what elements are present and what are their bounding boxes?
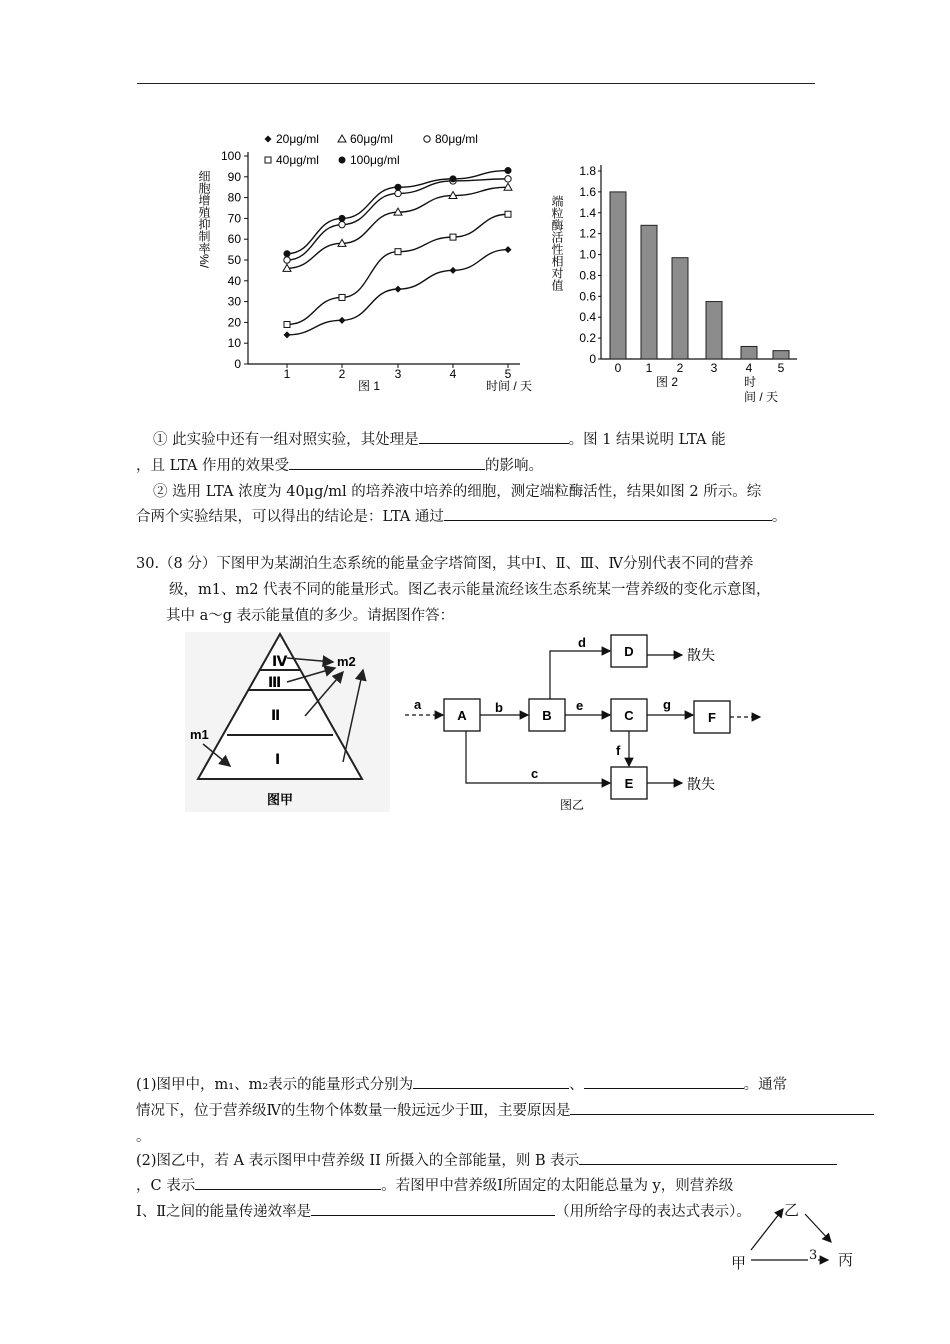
answer-blank[interactable]: [579, 1150, 837, 1165]
flow-edge-c: c: [531, 766, 539, 781]
fig1-y-tick-label: 20: [227, 315, 241, 330]
answer-blank[interactable]: [419, 429, 569, 444]
q1-text-a: ① 此实验中还有一组对照实验，其处理是: [153, 432, 419, 448]
fig2-caption: 图 2: [656, 375, 679, 389]
fig1-y-tick-label: 60: [227, 232, 241, 247]
fig1-legend-label: 20μg/ml: [276, 132, 319, 146]
subq-2-line-3: [136, 1200, 751, 1221]
pyramid-level-I: Ⅰ: [275, 751, 281, 767]
fig1-data-point: [339, 221, 345, 227]
s1-text-a: (1)图甲中，m₁、m₂表示的能量形式分别为: [136, 1077, 414, 1093]
corner-label-yi: 乙: [784, 1201, 800, 1219]
fig1-data-point: [284, 250, 291, 257]
energy-flow-diagram: [400, 625, 780, 820]
s2-text-b: ，C 表示: [136, 1178, 196, 1194]
fig1-y-tick-label: 30: [227, 294, 241, 309]
fig1-x-tick-label: 5: [504, 367, 512, 381]
fig1-x-tick-label: 1: [283, 367, 291, 381]
fig2-bars: [610, 192, 789, 359]
fig1-legend-label: 100μg/ml: [350, 153, 400, 167]
fig1-y-tick-label: 0: [234, 357, 241, 371]
answer-blank[interactable]: [289, 455, 485, 470]
question-1-line-1: [153, 428, 726, 449]
fig2-bar: [610, 192, 626, 359]
pyramid-m1-label: m1: [190, 727, 209, 742]
fig2-y-tick-label: 1.2: [579, 226, 596, 241]
fig1-legend-marker: [265, 157, 271, 163]
s2-text-f: ）。: [729, 1204, 751, 1220]
fig2-bar: [706, 302, 722, 359]
subq-1-line-1: [136, 1073, 787, 1094]
flow-box-A-label: A: [457, 708, 467, 723]
fig1-data-point: [450, 175, 457, 182]
answer-blank[interactable]: [570, 1100, 874, 1115]
q1-text-d: 的影响。: [485, 458, 544, 474]
s2-text-d: Ⅰ、Ⅱ之间的能量传递效率是: [136, 1204, 312, 1220]
fig1-data-point: [505, 211, 511, 217]
fig1-data-point: [450, 234, 456, 240]
fig1-series-line: [287, 187, 508, 268]
flow-box-B-label: B: [542, 708, 552, 723]
answer-blank[interactable]: [311, 1201, 555, 1216]
fig2-bar: [641, 225, 657, 359]
flow-loss-label-D: 散失: [687, 647, 715, 663]
question-2-line-1: [153, 480, 761, 501]
flow-edge-b: b: [495, 700, 503, 715]
fig2-ylabel: 端粒酶活性相对值: [550, 195, 564, 291]
fig1-data-point: [284, 331, 291, 338]
fig2-x-tick-label: 1: [645, 361, 653, 375]
q1-text-c: ，且 LTA 作用的效果受: [136, 458, 290, 474]
fig1-data-point: [339, 317, 346, 324]
fig1-data-point: [339, 215, 346, 222]
s2-text-a: (2)图乙中，若 A 表示图甲中营养级 II 所摄入的全部能量，则 B 表示: [136, 1153, 580, 1169]
q2-text-c: 。: [771, 509, 787, 525]
header-rule: [137, 83, 815, 84]
fig1-legend-marker: [424, 136, 430, 142]
fig2-x-tick-label: 0: [614, 361, 622, 375]
fig2-y-tick-label: 1.4: [579, 205, 596, 220]
fig1-series-line: [287, 214, 508, 324]
fig2-bar: [773, 351, 789, 359]
fig1-series-line: [287, 250, 508, 335]
pyramid-m2-label: m2: [337, 654, 356, 669]
fig2-xlabel-line2: 间 / 天: [744, 390, 779, 404]
fig1-data-point: [450, 267, 457, 274]
page-number: 3: [809, 1248, 818, 1263]
s2-text-e: （用所给字母的表达式表示: [555, 1204, 730, 1220]
fig2-y-tick-label: 0.2: [579, 331, 596, 346]
fig1-legend: [265, 132, 478, 167]
fig1-legend-marker: [339, 157, 346, 164]
flow-box-D-label: D: [624, 644, 634, 659]
pyramid-level-IV: Ⅳ: [272, 653, 288, 669]
subq-1-line-2: [136, 1099, 874, 1120]
fig2-y-tick-label: 0.8: [579, 268, 596, 283]
flow-box-F-label: F: [708, 710, 716, 725]
flow-edge-e: e: [576, 698, 584, 713]
answer-blank[interactable]: [584, 1074, 744, 1089]
fig1-x-tick-label: 4: [449, 367, 457, 381]
fig1-y-tick-label: 90: [227, 169, 241, 184]
corner-arrow-yi-bing: [805, 1214, 831, 1242]
fig1-y-tick-label: 100: [220, 149, 241, 163]
fig1-legend-label: 40μg/ml: [276, 153, 319, 167]
fig1-x-tick-label: 3: [394, 367, 402, 381]
flow-box-E-label: E: [624, 776, 634, 791]
fig1-y-tick-label: 10: [227, 336, 241, 351]
fig2-x-tick-label: 4: [745, 361, 753, 375]
question-2-line-2: [136, 505, 786, 526]
answer-blank[interactable]: [195, 1175, 381, 1190]
fig2-y-tick-label: 1.0: [579, 247, 596, 262]
q1-text-b: 。图 1 结果说明 LTA 能: [568, 432, 726, 448]
s2-text-c: 。若图甲中营养级Ⅰ所固定的太阳能总量为 y，则营养级: [381, 1178, 734, 1194]
fig1-data-point: [284, 321, 290, 327]
corner-label-bing: 丙: [838, 1251, 854, 1269]
fig1-caption: 图 1: [358, 379, 381, 393]
fig1-data-point: [339, 294, 345, 300]
fig1-legend-label: 60μg/ml: [350, 132, 393, 146]
fig1-data-point: [395, 249, 401, 255]
subq-2-line-1: [136, 1149, 837, 1170]
fig2-y-tick-label: 1.8: [579, 164, 596, 178]
fig1-y-tick-label: 40: [227, 273, 241, 288]
corner-arrow-jia-yi: [751, 1209, 783, 1250]
s1-text-c: 。通常: [743, 1077, 788, 1093]
q30-stem-line-1: 30.（8 分）下图甲为某湖泊生态系统的能量金字塔简图，其中Ⅰ、Ⅱ、Ⅲ、Ⅳ分别代表不同的营养: [136, 556, 754, 572]
fig2-xlabel: [744, 374, 778, 404]
fig1-legend-label: 80μg/ml: [435, 132, 478, 146]
fig1-data-point: [284, 257, 290, 263]
fig1-axes: [221, 149, 520, 381]
fig2-bar: [741, 346, 757, 359]
subq-2-line-2: [136, 1174, 733, 1195]
fig1-x-tick-label: 2: [338, 367, 346, 381]
flow-edge-a: a: [414, 697, 422, 712]
flow-edge-g: g: [663, 697, 671, 712]
fig1-data-point: [505, 176, 511, 182]
fig2-x-tick-label: 5: [777, 361, 785, 375]
fig2-y-tick-label: 0: [589, 352, 596, 366]
flow-arrow-d: [550, 651, 610, 699]
answer-blank[interactable]: [444, 506, 772, 521]
fig1-y-tick-label: 80: [227, 190, 241, 205]
flow-box-C-label: C: [624, 708, 634, 723]
flow-edge-d: d: [578, 635, 586, 650]
fig2-x-tick-label: 2: [676, 361, 684, 375]
figure-1-line-chart: [190, 128, 550, 398]
figure-2-bar-chart: [545, 150, 800, 410]
pyramid-level-III: Ⅲ: [268, 674, 282, 690]
q30-stem-line-3: 其中 a～g 表示能量值的多少。请据图作答：: [166, 608, 455, 624]
pyramid-level-II: Ⅱ: [271, 707, 281, 723]
fig1-data-point: [505, 246, 512, 253]
fig1-data-point: [395, 184, 402, 191]
fig2-xlabel-line1: 时: [744, 375, 757, 389]
energy-pyramid-figure: [185, 632, 390, 812]
fig1-series: [283, 167, 512, 338]
fig1-y-tick-label: 50: [227, 253, 241, 267]
fig1-y-tick-label: 70: [227, 211, 241, 226]
answer-blank[interactable]: [413, 1074, 569, 1089]
flow-loss-label-E: 散失: [687, 776, 715, 792]
flow-edge-f: f: [616, 743, 621, 758]
s1-text-d: 情况下，位于营养级Ⅳ的生物个体数量一般远远少于Ⅲ，主要原因是: [136, 1103, 571, 1119]
q2-text-a: ② 选用 LTA 浓度为 40μg/ml 的培养液中培养的细胞，测定端粒酶活性，结果如图 2 所示。综: [153, 484, 762, 500]
fig1-ylabel: 细胞增殖抑制率%/: [197, 170, 211, 269]
fig2-bar: [672, 258, 688, 359]
fig1-legend-marker: [338, 135, 346, 142]
flow-caption: 图乙: [560, 798, 585, 812]
s1-text-b: 、: [569, 1077, 584, 1093]
fig2-x-tick-label: 3: [710, 361, 718, 375]
fig2-y-tick-label: 1.6: [579, 184, 596, 199]
fig1-legend-marker: [265, 136, 272, 143]
fig2-y-tick-label: 0.6: [579, 289, 596, 304]
subq-1-line-3: 。: [136, 1129, 151, 1145]
corner-label-jia: 甲: [731, 1254, 747, 1272]
fig1-xlabel: 时间 / 天: [486, 379, 533, 393]
q2-text-b: 合两个实验结果，可以得出的结论是：LTA 通过: [136, 509, 444, 525]
fig1-data-point: [505, 167, 512, 174]
pyramid-caption: 图甲: [267, 792, 294, 807]
fig1-data-point: [395, 190, 401, 196]
q30-stem-line-2: 级，m1、m2 代表不同的能量形式。图乙表示能量流经该生态系统某一营养级的变化示意图，: [169, 582, 771, 598]
fig2-y-tick-label: 0.4: [579, 310, 596, 325]
question-1-line-2: [136, 454, 543, 475]
fig1-data-point: [395, 286, 402, 293]
